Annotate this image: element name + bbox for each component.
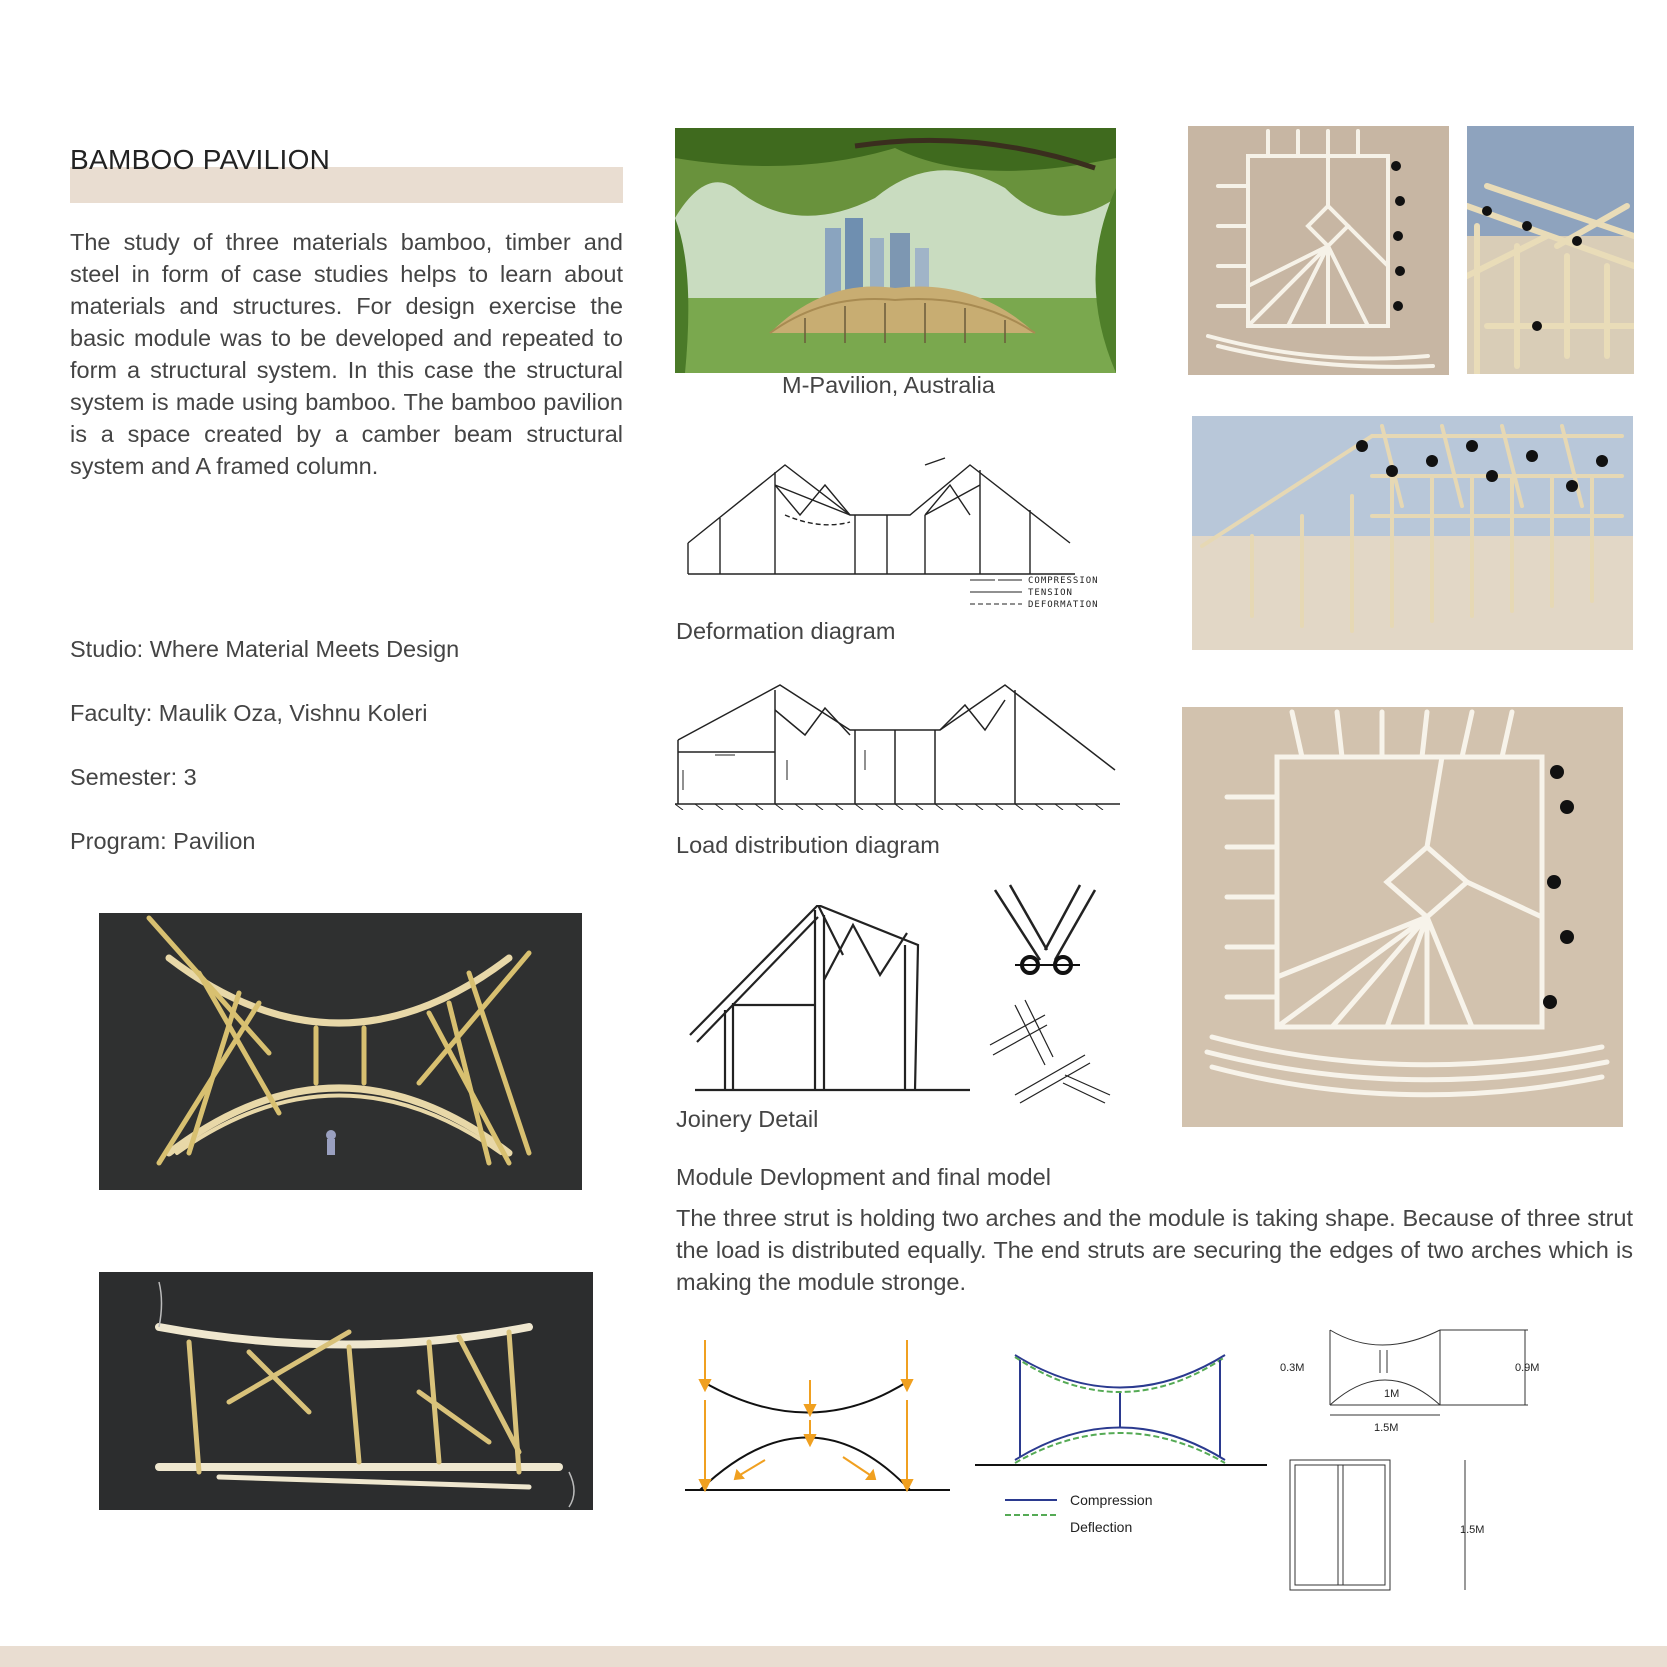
legend-compression-label: Compression: [1070, 1492, 1153, 1508]
deformation-caption: Deformation diagram: [676, 618, 896, 644]
intro-paragraph: The study of three materials bamboo, timber and steel in form of case studies helps to learn about materials and structures. For design exercise the basic module was to be developed and repeated to form a structural system. In this case the structural system is made using bamboo. The bamboo pavilion is a space created by a camber beam structural system and A framed column.: [70, 229, 623, 479]
module-dimension-drawing: [1270, 1325, 1540, 1435]
model-photo-closeup: [1467, 126, 1634, 374]
dim-frame-height: 1.5M: [1460, 1524, 1485, 1536]
legend-deformation: DEFORMATION: [1028, 600, 1099, 610]
dim-width: 1.5M: [1374, 1422, 1399, 1434]
studio-line: Studio: Where Material Meets Design: [70, 636, 460, 662]
legend-deflection-label: Deflection: [1070, 1519, 1133, 1535]
load-distribution-diagram: [675, 680, 1120, 810]
module-photo-bottom: [99, 1272, 593, 1510]
program-line: Program: Pavilion: [70, 828, 256, 854]
module-photo-top: [99, 913, 582, 1190]
precedent-photo: [675, 128, 1116, 373]
joinery-elevation: [685, 905, 975, 1095]
joint-detail-top: [985, 880, 1115, 980]
deflection-diagram: [975, 1345, 1270, 1545]
dim-module-height: 0.9M: [1515, 1362, 1540, 1374]
joint-detail-bottom: [985, 995, 1115, 1105]
model-photo-perspective: [1192, 416, 1633, 650]
model-photo-plan-small: [1188, 126, 1449, 375]
deformation-diagram: [680, 440, 1110, 620]
load-caption: Load distribution diagram: [676, 832, 940, 858]
frame-dimension-drawing: [1285, 1455, 1495, 1595]
legend-compression: COMPRESSION: [1028, 576, 1099, 586]
legend-tension: TENSION: [1028, 588, 1073, 598]
page-title: BAMBOO PAVILION: [70, 144, 331, 175]
precedent-caption: M-Pavilion, Australia: [782, 372, 995, 398]
module-heading: Module Devlopment and final model: [676, 1164, 1051, 1190]
dim-strut: 1M: [1384, 1388, 1400, 1400]
dim-gap: 0.3M: [1280, 1362, 1305, 1374]
load-arrow-diagram: [685, 1335, 955, 1495]
module-paragraph: The three strut is holding two arches and the module is taking shape. Because of three strut the load is distributed equally. The end struts are securing the edges of two arches which is making the module stronge.: [676, 1205, 1633, 1295]
faculty-line: Faculty: Maulik Oza, Vishnu Koleri: [70, 700, 428, 726]
footer-band: [0, 1646, 1667, 1667]
model-photo-plan-large: [1182, 707, 1623, 1127]
semester-line: Semester: 3: [70, 764, 197, 790]
joinery-caption: Joinery Detail: [676, 1106, 819, 1132]
